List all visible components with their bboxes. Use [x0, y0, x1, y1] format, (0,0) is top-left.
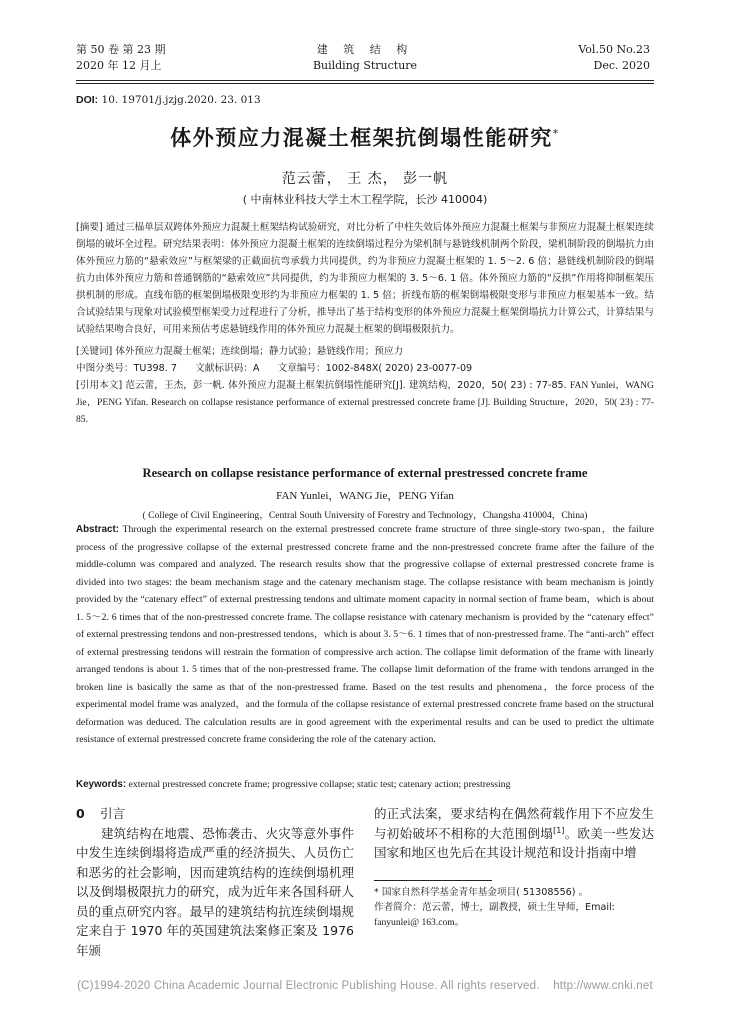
english-abstract-text: Through the experimental research on the external prestressed concrete frame structure of three single-story two-span，the failure process of the progressive collapse of the external prestressed concrete frame and the non-prestressed concrete frame after the failure of the middle-column was compared and analyzed. The research results show that the progressive collapse of external prestressed concrete frame is divided into two stages: the beam mechanism stage and the catenary mechanism stage. The collapse resistance with beam mechanism is jointly provided by the “catenary effect” of external prestressing tendons and ultimate moment capacity in normal section of frame beam，which is about 1. 5～2. 6 times that of the non-prestressed concrete frame. The collapse resistance with catenary mechanism is provided by the “catenary effect” of external prestressing tendons and non-prestressed tendons，which is about 3. 5～6. 1 times that of non-prestressed frame. The “anti-arch” effect of external prestressing tendons will restrain the formation of compressive arch action. The collapse limit deformation of the frame with linearly arranged tendons is about 1. 5 times that of the non-prestressed frame. The collapse limit deformation of the frame with tendons arranged in the broken line is basically the same as that of the non-prestressed frame. Based on the test results and phenomena，the force process of the experimental model frame was analyzed，and the formula of the collapse resistance of external prestressed concrete frame based on the structural deformation was deduced. The calculation results are in good agreement with the experimental results and can be used to predict the ultimate resistance of external prestressed concrete frame considering the role of the catenary action. — [76, 524, 654, 745]
paper-title-text: 体外预应力混凝土框架抗倒塌性能研究 — [170, 126, 553, 150]
english-keywords-label: Keywords: — [76, 779, 127, 790]
paper-authors: 范云蕾， 王 杰， 彭一帆 — [281, 171, 449, 187]
header-rule-thin — [76, 83, 654, 84]
english-authors: FAN Yunlei，WANG Jie，PENG Yifan — [276, 490, 454, 502]
issue-date-en: Dec. 2020 — [593, 59, 650, 72]
doi-value: 10. 19701/j.jzjg.2020. 23. 013 — [98, 94, 261, 106]
paper-title — [0, 122, 730, 152]
volume-issue: 第 50 卷 第 23 期 — [76, 43, 166, 56]
citation-label: [引用本文] — [76, 380, 123, 391]
section-heading-introduction — [76, 804, 354, 824]
header-rule-thick — [76, 80, 654, 81]
english-keywords — [76, 776, 654, 793]
volume-issue-en: Vol.50 No.23 — [578, 43, 650, 56]
issue-date: 2020 年 12 月上 — [76, 59, 162, 72]
doi-label: DOI: — [76, 94, 99, 106]
english-keywords-text: external prestressed concrete frame; progressive collapse; static test; catenary action; prestressing — [126, 779, 511, 790]
intro-paragraph: 建筑结构在地震、恐怖袭击、火灾等意外事件中发生连续倒塌将造成严重的经济损失、人员伤亡和恶劣的社会影响，因而建筑结构的连续倒塌机理以及倒塌极限抗力的研究，成为近年来各国科研人员的重点研究内容。最早的建筑结构抗连续倒塌规定来自于 1970 年的英国建筑法案修正案及 1976 年颁 — [76, 825, 354, 958]
abstract-zh-label: [摘要] — [76, 222, 103, 233]
footnote-fund: * 国家自然科学基金青年基金项目( 51308556) 。 — [374, 887, 589, 898]
english-title: Research on collapse resistance performance of external prestressed concrete frame — [142, 466, 588, 480]
doi — [76, 94, 261, 106]
journal-name-zh: 建 筑 结 构 — [316, 43, 414, 56]
footnote-email: fanyunlei@ 163.com。 — [374, 917, 465, 928]
reference-mark: [1] — [553, 825, 565, 835]
citation-block — [76, 377, 654, 428]
abstract-zh — [76, 219, 654, 338]
abstract-zh-text: 通过三榀单层双跨体外预应力混凝土框架结构试验研究，对比分析了中柱失效后体外预应力混凝土框架与非预应力混凝土框架连续倒塌的破坏全过程。研究结果表明：体外预应力混凝土框架的连续倒塌过程分为梁机制与悬链线机制两个阶段，梁机制阶段的倒塌抗力由体外预应力筋的“悬索效应”与框架梁的正截面抗弯承载力共同提供，约为非预应力混凝土框架的 1. 5～2. 6 倍；悬链线机制阶段的倒塌抗力由体外预应力筋和普通钢筋的“悬索效应”共同提供，约为非预应力框架的 3. 5～6. 1 倍。体外预应力筋的“反拱”作用将抑制框架压拱机制的形成。直线布筋的框架倒塌极限变形约为非预应力框架的 1. 5 倍；折线布筋的框架倒塌极限变形与非预应力框架基本一致。结合试验结果与现象对试验模型框架受力过程进行了分析，推导出了基于结构变形的体外预应力混凝土框架倒塌抗力计算公式，计算结果与试验结果吻合良好，可用来预估考虑悬链线作用的体外预应力混凝土框架的倒塌极限抗力。 — [76, 222, 654, 335]
keywords-zh — [76, 343, 654, 360]
running-header-right — [578, 42, 650, 74]
keywords-zh-text: 体外预应力混凝土框架；连续倒塌；静力试验；悬链线作用；预应力 — [112, 346, 404, 357]
english-abstract — [76, 521, 654, 749]
intro-continued-b: 。欧美一些发达国家和地区也先后在其设计规范和设计指南中增 — [374, 825, 654, 860]
intro-continued-a: 的正式法案，要求结构在偶然荷载作用下不应发生与初始破坏不相称的大范围倒塌 — [374, 806, 654, 841]
english-affiliation: ( College of Civil Engineering，Central South University of Forestry and Technology，Changsha 410004，China) — [142, 510, 588, 521]
citation-zh: 范云蕾，王杰，彭一帆. 体外预应力混凝土框架抗倒塌性能研究[J]. 建筑结构，2020，50( 23) : 77-85. — [122, 380, 567, 391]
footnote-author-intro: 作者简介：范云蕾，博士，副教授，硕士生导师，Email: — [374, 902, 615, 913]
classification-line: 中图分类号：TU398. 7 文献标识码：A 文章编号：1002-848X( 2020) 23-0077-09 — [76, 363, 473, 374]
title-footnote-mark: * — [552, 127, 560, 140]
keywords-zh-label: [关键词] — [76, 346, 113, 357]
paper-affiliation: ( 中南林业科技大学土木工程学院，长沙 410004) — [242, 193, 488, 206]
body-column-right — [374, 804, 654, 863]
footnote-rule — [374, 880, 492, 881]
english-abstract-label: Abstract: — [76, 524, 120, 535]
copyright-line: (C)1994-2020 China Academic Journal Electronic Publishing House. All rights reserved. http://www.cnki.net — [77, 980, 653, 992]
footnote — [374, 885, 656, 930]
body-column-left — [76, 804, 354, 960]
section-number: 0 — [76, 806, 85, 821]
citation-en: FAN Yunlei，WANG Jie，PENG Yifan. Research on collapse resistance performance of external prestressed concrete frame [J]. Building Structure，2020，50( 23) : 77-85. — [76, 380, 654, 425]
journal-name-en: Building Structure — [312, 59, 418, 72]
section-title: 引言 — [100, 806, 126, 821]
